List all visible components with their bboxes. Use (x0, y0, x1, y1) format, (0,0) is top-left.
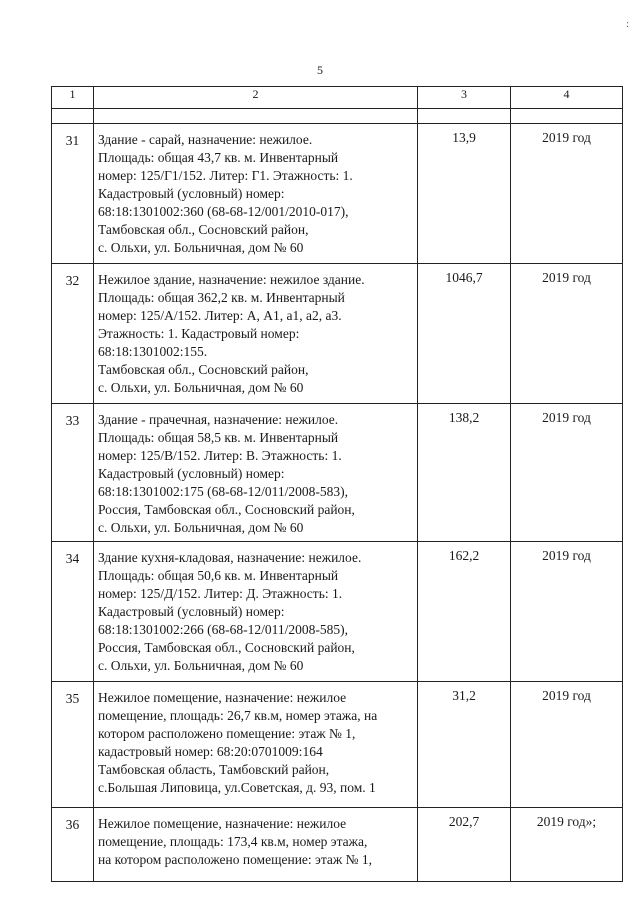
header-col-1: 1 (52, 87, 94, 109)
area-value: 202,7 (418, 808, 511, 882)
area-value: 138,2 (418, 404, 511, 542)
table-header-row (52, 87, 623, 109)
description-line: с.Большая Липовица, ул.Советская, д. 93, пом. 1 (98, 780, 376, 795)
area-value: 1046,7 (418, 264, 511, 404)
row-number: 32 (52, 264, 94, 404)
spacer-cell (511, 109, 623, 124)
description-line: Кадастровый (условный) номер: (98, 466, 285, 481)
year-value: 2019 год (511, 404, 623, 542)
description-line: на котором расположено помещение: этаж № 1, (98, 852, 372, 867)
description-line: номер: 125/Д/152. Литер: Д. Этажность: 1. (98, 586, 343, 601)
description-line: котором расположено помещение: этаж № 1, (98, 726, 356, 741)
year-value: 2019 год (511, 124, 623, 264)
table-row (52, 542, 623, 682)
row-number: 34 (52, 542, 94, 682)
header-col-2: 2 (94, 87, 418, 109)
description-line: Кадастровый (условный) номер: (98, 186, 285, 201)
year-value: 2019 год (511, 542, 623, 682)
description-line: 68:18:1301002:175 (68-68-12/011/2008-583), (98, 484, 348, 499)
description-line: Здание кухня-кладовая, назначение: нежилое. (98, 550, 362, 565)
description-line: Тамбовская обл., Сосновский район, (98, 222, 309, 237)
description-line: Россия, Тамбовская обл., Сосновский район, (98, 640, 355, 655)
row-number: 33 (52, 404, 94, 542)
description-line: Кадастровый (условный) номер: (98, 604, 285, 619)
description-line: Площадь: общая 362,2 кв. м. Инвентарный (98, 290, 345, 305)
page-number: 5 (317, 63, 323, 77)
description-line: Площадь: общая 58,5 кв. м. Инвентарный (98, 430, 339, 445)
table-row (52, 124, 623, 264)
property-description (94, 264, 418, 404)
description-line: Этажность: 1. Кадастровый номер: (98, 326, 300, 341)
year-value: 2019 год (511, 264, 623, 404)
description-line: с. Ольхи, ул. Больничная, дом № 60 (98, 658, 304, 673)
spacer-cell (94, 109, 418, 124)
row-number: 31 (52, 124, 94, 264)
description-line: Здание - прачечная, назначение: нежилое. (98, 412, 339, 427)
property-description (94, 808, 418, 882)
row-number: 35 (52, 682, 94, 808)
description-line: номер: 125/А/152. Литер: А, А1, а1, а2, а3. (98, 308, 342, 323)
description-line: Здание - сарай, назначение: нежилое. (98, 132, 313, 147)
description-line: 68:18:1301002:266 (68-68-12/011/2008-585), (98, 622, 348, 637)
year-value: 2019 год»; (511, 808, 623, 882)
area-value: 31,2 (418, 682, 511, 808)
description-line: 68:18:1301002:360 (68-68-12/001/2010-017), (98, 204, 349, 219)
description-line: Площадь: общая 50,6 кв. м. Инвентарный (98, 568, 339, 583)
table-row (52, 808, 623, 882)
header-col-3: 3 (418, 87, 511, 109)
description-line: Тамбовская область, Тамбовский район, (98, 762, 330, 777)
description-line: Нежилое здание, назначение: нежилое здание. (98, 272, 365, 287)
header-col-4: 4 (511, 87, 623, 109)
table-spacer-row (52, 109, 623, 124)
description-line: Нежилое помещение, назначение: нежилое (98, 816, 347, 831)
row-number: 36 (52, 808, 94, 882)
description-line: номер: 125/В/152. Литер: В. Этажность: 1. (98, 448, 342, 463)
description-line: Нежилое помещение, назначение: нежилое (98, 690, 347, 705)
area-value: 162,2 (418, 542, 511, 682)
description-line: помещение, площадь: 26,7 кв.м, номер этажа, на (98, 708, 378, 723)
description-line: с. Ольхи, ул. Больничная, дом № 60 (98, 520, 304, 535)
description-line: помещение, площадь: 173,4 кв.м, номер этажа, (98, 834, 368, 849)
year-value: 2019 год (511, 682, 623, 808)
table-row (52, 404, 623, 542)
spacer-cell (418, 109, 511, 124)
description-line: Россия, Тамбовская обл., Сосновский район, (98, 502, 355, 517)
property-description (94, 404, 418, 542)
description-line: Площадь: общая 43,7 кв. м. Инвентарный (98, 150, 339, 165)
description-line: кадастровый номер: 68:20:0701009:164 (98, 744, 323, 759)
property-description (94, 542, 418, 682)
description-line: 68:18:1301002:155. (98, 344, 208, 359)
description-line: с. Ольхи, ул. Больничная, дом № 60 (98, 240, 304, 255)
property-description (94, 682, 418, 808)
description-line: номер: 125/Г1/152. Литер: Г1. Этажность: 1. (98, 168, 353, 183)
description-line: с. Ольхи, ул. Больничная, дом № 60 (98, 380, 304, 395)
description-line: Тамбовская обл., Сосновский район, (98, 362, 309, 377)
corner-mark: : (626, 18, 630, 30)
property-table (51, 86, 623, 882)
area-value: 13,9 (418, 124, 511, 264)
table-row (52, 682, 623, 808)
spacer-cell (52, 109, 94, 124)
table-row (52, 264, 623, 404)
property-description (94, 124, 418, 264)
